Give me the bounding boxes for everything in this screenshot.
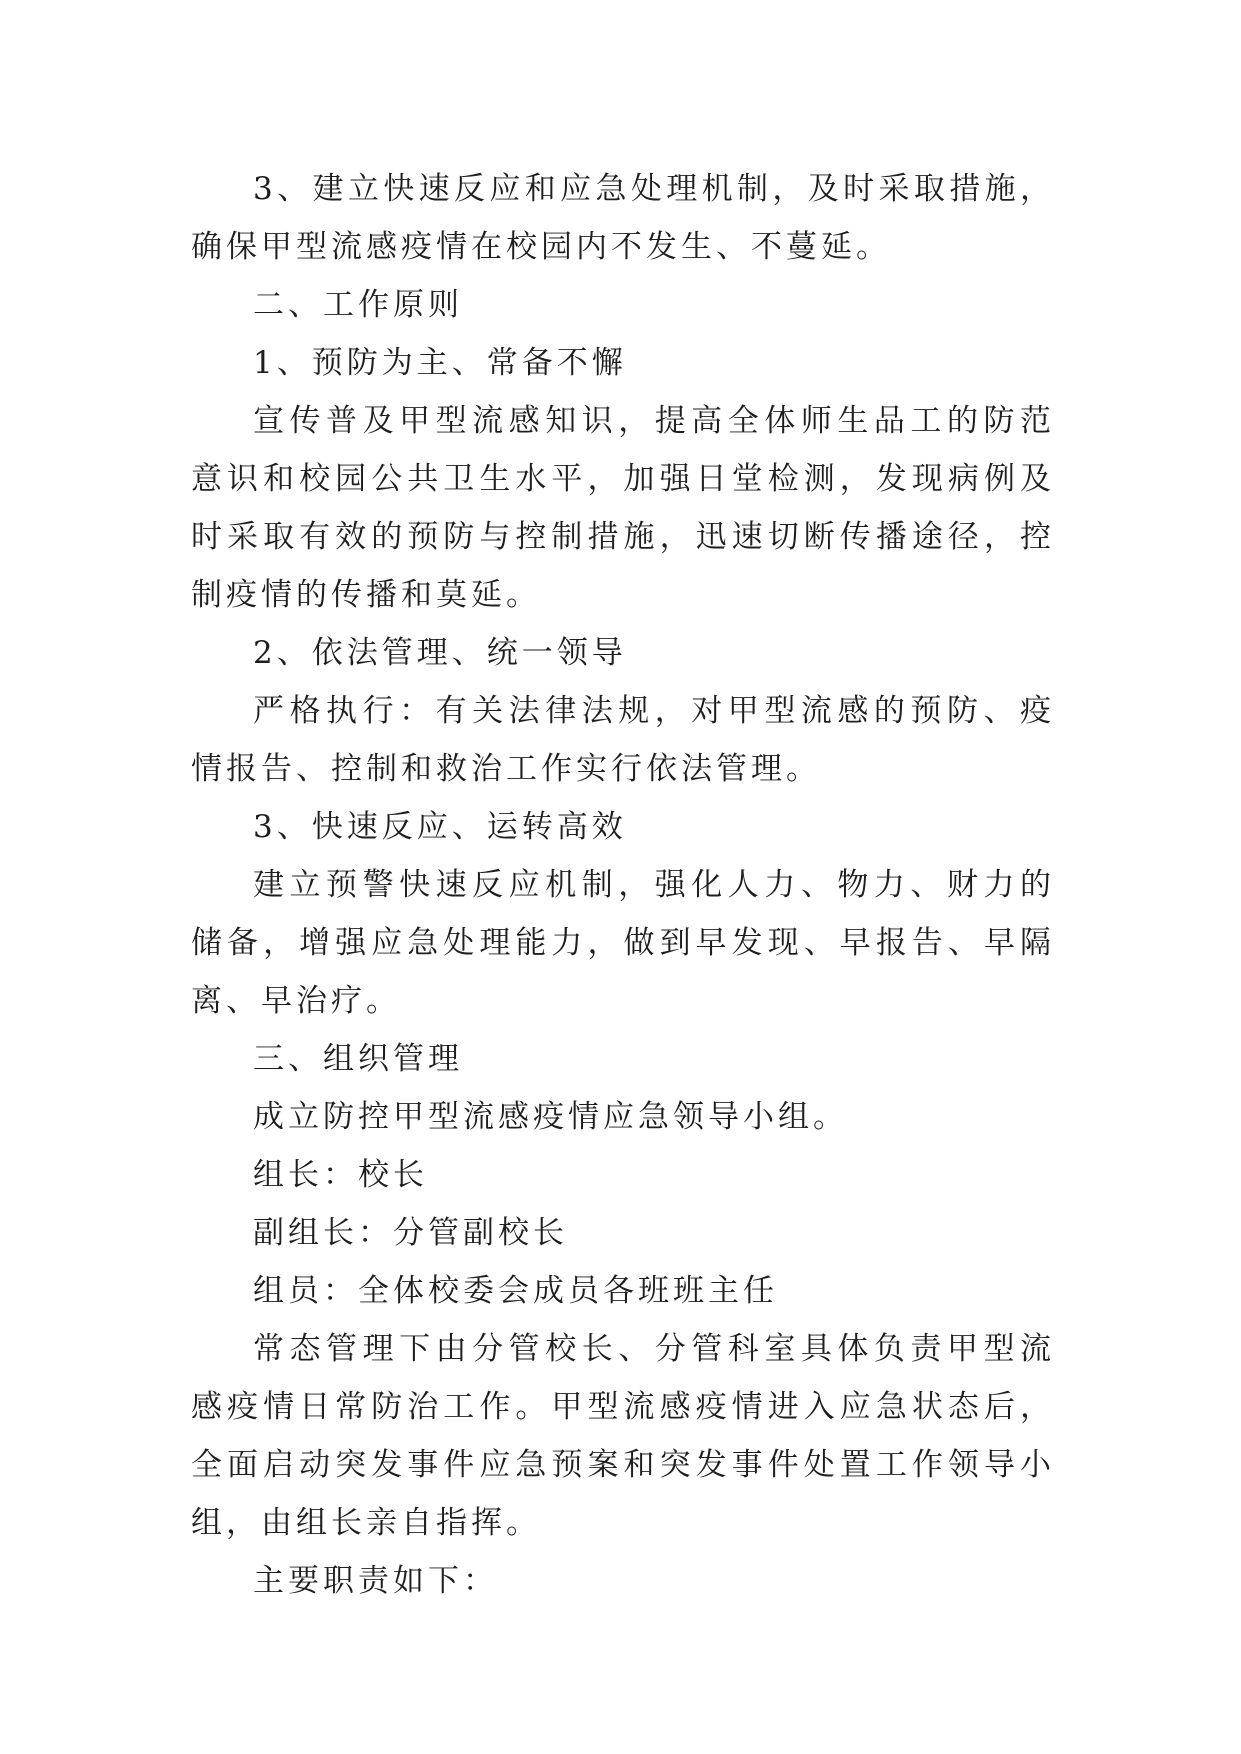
paragraph-measure-3: 3、建立快速反应和应急处理机制，及时采取措施，确保甲型流感疫情在校园内不发生、不蔓延。 (191, 171, 1055, 265)
heading-work-principles: 二、工作原则 (253, 287, 463, 323)
paragraph-routine-management: 常态管理下由分管校长、分管科室具体负责甲型流感疫情日常防治工作。甲型流感疫情进入应急状态后，全面启动突发事件应急预案和突发事件处置工作领导小组，由组长亲自指挥。 (191, 1331, 1055, 1541)
paragraph-deputy-leader: 副组长：分管副校长 (253, 1215, 568, 1251)
document-body (191, 160, 1055, 1610)
paragraph-group-leader: 组长：校长 (253, 1157, 428, 1193)
heading-organization: 三、组织管理 (253, 1041, 463, 1077)
paragraph-lawful-management: 严格执行：有关法律法规，对甲型流感的预防、疫情报告、控制和救治工作实行依法管理。 (191, 693, 1055, 787)
paragraph-rapid-response: 建立预警快速反应机制，强化人力、物力、财力的储备，增强应急处理能力，做到早发现、早报告、早隔离、早治疗。 (191, 867, 1055, 1019)
subheading-lawful-management: 2、依法管理、统一领导 (253, 635, 627, 671)
paragraph-leadership-group: 成立防控甲型流感疫情应急领导小组。 (253, 1099, 848, 1135)
subheading-rapid-response: 3、快速反应、运转高效 (253, 809, 627, 845)
paragraph-group-members: 组员：全体校委会成员各班班主任 (253, 1273, 778, 1309)
paragraph-prevention: 宣传普及甲型流感知识，提高全体师生品工的防范意识和校园公共卫生水平，加强日堂检测，发现病例及时采取有效的预防与控制措施，迅速切断传播途径，控制疫情的传播和莫延。 (191, 403, 1055, 613)
paragraph-main-duties: 主要职责如下： (253, 1563, 498, 1599)
subheading-prevention: 1、预防为主、常备不懈 (253, 345, 627, 381)
